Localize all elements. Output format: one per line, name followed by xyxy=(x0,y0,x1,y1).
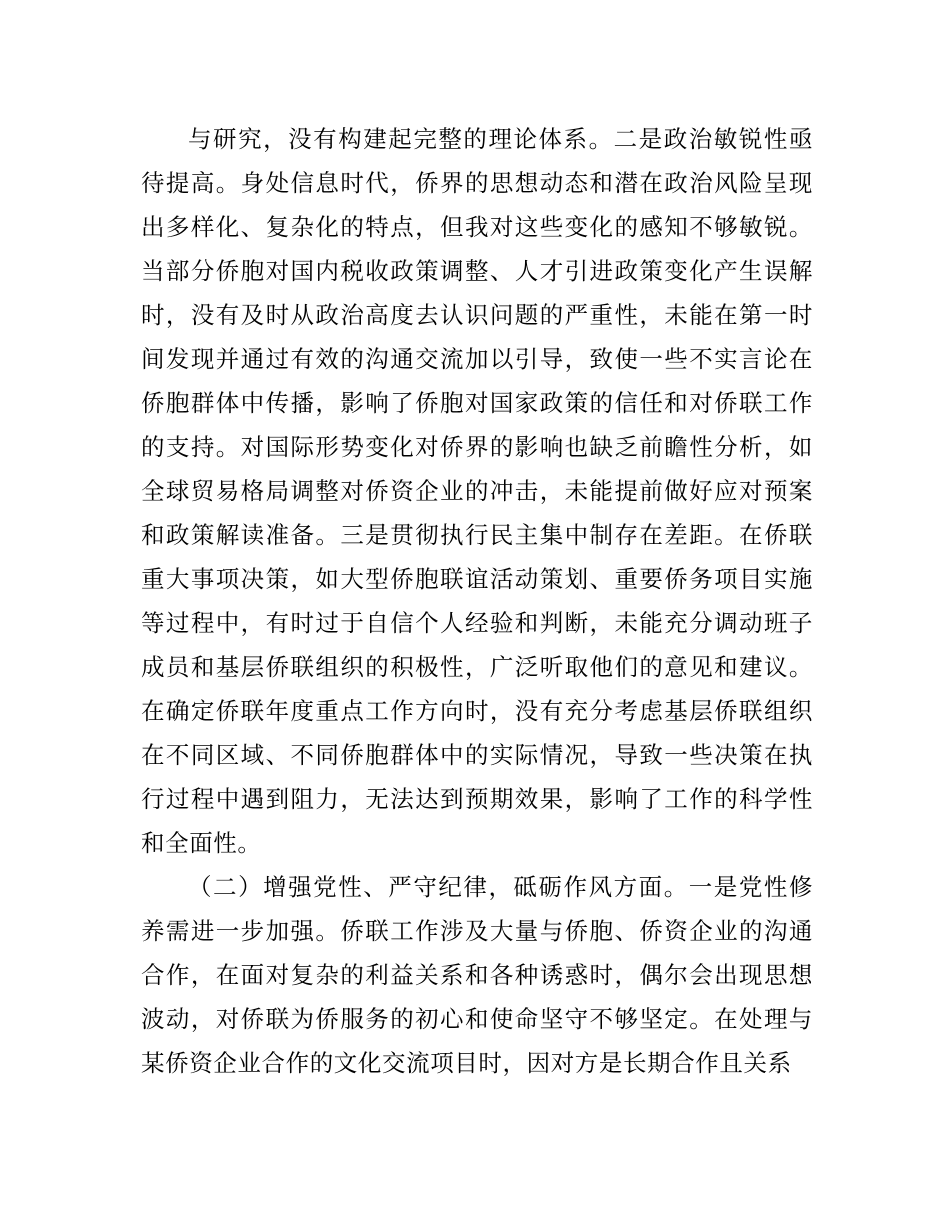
paragraph-text: 与研究，没有构建起完整的理论体系。二是政治敏锐性亟待提高。身处信息时代，侨界的思想动态和潜在政治风险呈现出多样化、复杂化的特点，但我对这些变化的感知不够敏锐。当部分侨胞对国内税收政策调整、人才引进政策变化产生误解时，没有及时从政治高度去认识问题的严重性，未能在第一时间发现并通过有效的沟通交流加以引导，致使一些不实言论在侨胞群体中传播，影响了侨胞对国家政策的信任和对侨联工作的支持。对国际形势变化对侨界的影响也缺乏前瞻性分析，如全球贸易格局调整对侨资企业的冲击，未能提前做好应对预案和政策解读准备。三是贯彻执行民主集中制存在差距。在侨联重大事项决策，如大型侨胞联谊活动策划、重要侨务项目实施等过程中，有时过于自信个人经验和判断，未能充分调动班子成员和基层侨联组织的积极性，广泛听取他们的意见和建议。在确定侨联年度重点工作方向时，没有充分考虑基层侨联组织在不同区域、不同侨胞群体中的实际情况，导致一些决策在执行过程中遇到阻力，无法达到预期效果，影响了工作的科学性和全面性。 xyxy=(141,125,813,857)
paragraph-text: （二）增强党性、严守纪律，砥砺作风方面。一是党性修养需进一步加强。侨联工作涉及大量与侨胞、侨资企业的沟通合作，在面对复杂的利益关系和各种诱惑时，偶尔会出现思想波动，对侨联为侨服务的初心和使命坚守不够坚定。在处理与某侨资企业合作的文化交流项目时，因对方是长期合作且关系 xyxy=(141,873,813,1077)
paragraph-party-discipline xyxy=(141,865,813,1085)
paragraph-political-sensitivity xyxy=(141,117,813,865)
